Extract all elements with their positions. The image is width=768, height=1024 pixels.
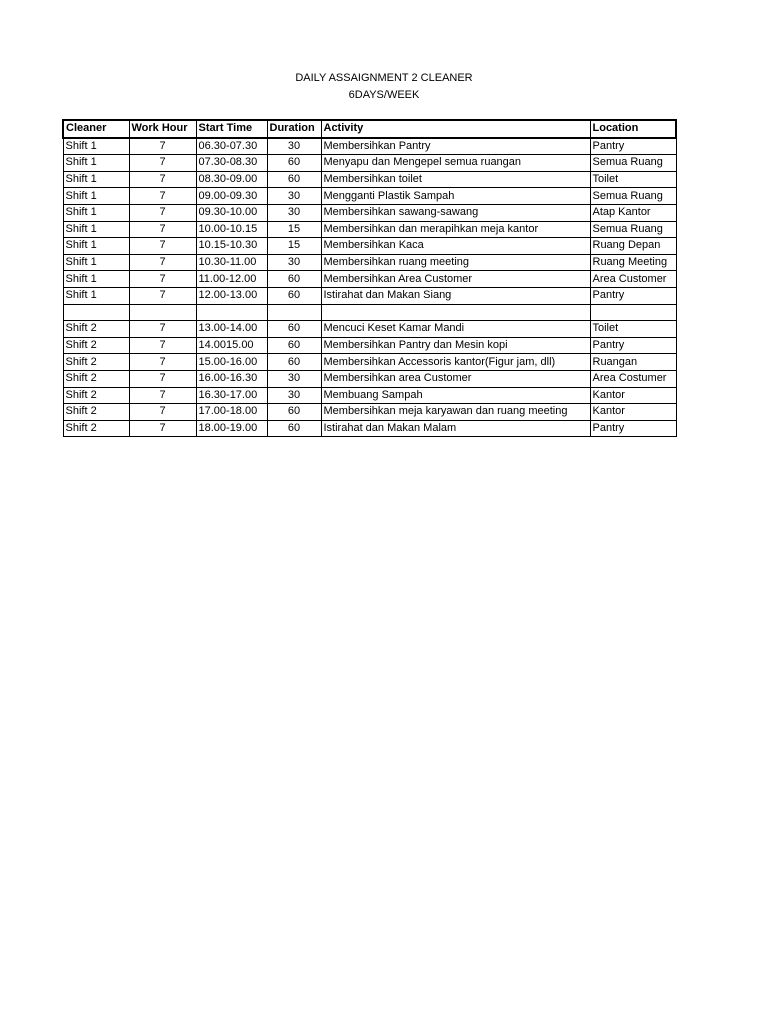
- cell-start-time: 08.30-09.00: [196, 171, 267, 188]
- cell-start-time: 10.30-11.00: [196, 254, 267, 271]
- header-start-time: Start Time: [196, 120, 267, 138]
- cell-start-time: 06.30-07.30: [196, 138, 267, 155]
- table-row: [63, 370, 676, 387]
- cell-duration: 60: [267, 337, 321, 354]
- cell-duration: 60: [267, 155, 321, 172]
- cell-activity: Istirahat dan Makan Malam: [321, 420, 590, 437]
- cell-cleaner: Shift 2: [63, 337, 129, 354]
- cell-start-time: 18.00-19.00: [196, 420, 267, 437]
- cell-duration: 60: [267, 404, 321, 421]
- cell-work-hour: 7: [129, 354, 196, 371]
- cell-duration: 30: [267, 204, 321, 221]
- cell-work-hour: 7: [129, 387, 196, 404]
- cell-cleaner: Shift 1: [63, 171, 129, 188]
- cell-work-hour: 7: [129, 321, 196, 338]
- document-subtitle: 6DAYS/WEEK: [348, 89, 420, 101]
- header-activity: Activity: [321, 120, 590, 138]
- table-header-row: [63, 120, 676, 138]
- cell-duration: 30: [267, 188, 321, 205]
- cell-activity: Membersihkan area Customer: [321, 370, 590, 387]
- cell-duration: 60: [267, 287, 321, 304]
- cell-activity: Membersihkan Kaca: [321, 238, 590, 255]
- cell-cleaner: Shift 1: [63, 271, 129, 288]
- cell-cleaner: Shift 1: [63, 138, 129, 155]
- cell-start-time: 10.15-10.30: [196, 238, 267, 255]
- cell-start-time: 12.00-13.00: [196, 287, 267, 304]
- cell-activity: Membuang Sampah: [321, 387, 590, 404]
- cell-activity: Membersihkan Pantry: [321, 138, 590, 155]
- cell-work-hour: 7: [129, 271, 196, 288]
- cell-cleaner: Shift 2: [63, 387, 129, 404]
- cell-work-hour: 7: [129, 204, 196, 221]
- cell-location: Kantor: [590, 404, 676, 421]
- cell-start-time: 16.30-17.00: [196, 387, 267, 404]
- cell-work-hour: 7: [129, 171, 196, 188]
- table-row: [63, 204, 676, 221]
- cell-duration: 30: [267, 254, 321, 271]
- cell-start-time: 10.00-10.15: [196, 221, 267, 238]
- cell-duration: 30: [267, 138, 321, 155]
- cell-cleaner: Shift 1: [63, 287, 129, 304]
- table-row: [63, 404, 676, 421]
- cell-location: Atap Kantor: [590, 204, 676, 221]
- header-duration: Duration: [267, 120, 321, 138]
- cell-duration: 30: [267, 370, 321, 387]
- cell-cleaner: Shift 1: [63, 204, 129, 221]
- table-row: [63, 238, 676, 255]
- cell-location: Kantor: [590, 387, 676, 404]
- table-row: [63, 271, 676, 288]
- table-body: [63, 138, 676, 437]
- cell-activity: Membersihkan Accessoris kantor(Figur jam, dll): [321, 354, 590, 371]
- cell-work-hour: 7: [129, 221, 196, 238]
- cell-activity: Menyapu dan Mengepel semua ruangan: [321, 155, 590, 172]
- cell-location: Pantry: [590, 337, 676, 354]
- cell-start-time: 09.30-10.00: [196, 204, 267, 221]
- table-row: [63, 188, 676, 205]
- cell-cleaner: Shift 1: [63, 155, 129, 172]
- cell-work-hour: 7: [129, 420, 196, 437]
- table-row: [63, 287, 676, 304]
- cell-start-time: 14.0015.00: [196, 337, 267, 354]
- cell-cleaner: Shift 2: [63, 404, 129, 421]
- cell-duration: 60: [267, 420, 321, 437]
- cell-location: Toilet: [590, 321, 676, 338]
- cell-work-hour: 7: [129, 254, 196, 271]
- cell-work-hour: 7: [129, 287, 196, 304]
- cell-duration: 60: [267, 321, 321, 338]
- cell-activity: Mengganti Plastik Sampah: [321, 188, 590, 205]
- cell-start-time: 13.00-14.00: [196, 321, 267, 338]
- cell-duration: [267, 304, 321, 321]
- cell-duration: 60: [267, 271, 321, 288]
- cell-activity: Membersihkan Pantry dan Mesin kopi: [321, 337, 590, 354]
- cell-duration: 15: [267, 221, 321, 238]
- cell-location: Ruangan: [590, 354, 676, 371]
- cell-cleaner: Shift 1: [63, 221, 129, 238]
- cell-location: Semua Ruang: [590, 155, 676, 172]
- cell-activity: Membersihkan meja karyawan dan ruang meeting: [321, 404, 590, 421]
- cell-location: Toilet: [590, 171, 676, 188]
- cell-start-time: 15.00-16.00: [196, 354, 267, 371]
- cell-location: [590, 304, 676, 321]
- cell-location: Ruang Depan: [590, 238, 676, 255]
- cell-cleaner: Shift 1: [63, 238, 129, 255]
- table-row: [63, 304, 676, 321]
- cell-work-hour: 7: [129, 155, 196, 172]
- cell-start-time: [196, 304, 267, 321]
- cell-cleaner: Shift 2: [63, 321, 129, 338]
- cell-start-time: 16.00-16.30: [196, 370, 267, 387]
- table-row: [63, 221, 676, 238]
- cell-duration: 30: [267, 387, 321, 404]
- cell-work-hour: [129, 304, 196, 321]
- table-row: [63, 171, 676, 188]
- cell-work-hour: 7: [129, 370, 196, 387]
- table-row: [63, 420, 676, 437]
- cell-cleaner: Shift 1: [63, 254, 129, 271]
- table-row: [63, 354, 676, 371]
- table-row: [63, 321, 676, 338]
- cell-activity: Membersihkan ruang meeting: [321, 254, 590, 271]
- cell-start-time: 07.30-08.30: [196, 155, 267, 172]
- document-title-block: [0, 70, 768, 104]
- cell-work-hour: 7: [129, 138, 196, 155]
- schedule-table: [62, 119, 677, 437]
- header-cleaner: Cleaner: [63, 120, 129, 138]
- cell-location: Semua Ruang: [590, 221, 676, 238]
- cell-cleaner: Shift 2: [63, 354, 129, 371]
- document-title: DAILY ASSAIGNMENT 2 CLEANER: [295, 72, 473, 84]
- cell-work-hour: 7: [129, 238, 196, 255]
- cell-cleaner: Shift 1: [63, 188, 129, 205]
- cell-activity: Membersihkan sawang-sawang: [321, 204, 590, 221]
- cell-activity: Istirahat dan Makan Siang: [321, 287, 590, 304]
- cell-duration: 60: [267, 354, 321, 371]
- cell-work-hour: 7: [129, 404, 196, 421]
- table-row: [63, 254, 676, 271]
- cell-work-hour: 7: [129, 337, 196, 354]
- table-row: [63, 387, 676, 404]
- cell-activity: Membersihkan toilet: [321, 171, 590, 188]
- cell-location: Pantry: [590, 287, 676, 304]
- header-work-hour: Work Hour: [129, 120, 196, 138]
- cell-activity: Mencuci Keset Kamar Mandi: [321, 321, 590, 338]
- cell-location: Semua Ruang: [590, 188, 676, 205]
- cell-location: Pantry: [590, 420, 676, 437]
- cell-start-time: 09.00-09.30: [196, 188, 267, 205]
- cell-cleaner: Shift 2: [63, 370, 129, 387]
- cell-activity: Membersihkan dan merapihkan meja kantor: [321, 221, 590, 238]
- cell-start-time: 17.00-18.00: [196, 404, 267, 421]
- cell-activity: [321, 304, 590, 321]
- cell-work-hour: 7: [129, 188, 196, 205]
- cell-activity: Membersihkan Area Customer: [321, 271, 590, 288]
- cell-start-time: 11.00-12.00: [196, 271, 267, 288]
- cell-location: Area Customer: [590, 271, 676, 288]
- table-row: [63, 337, 676, 354]
- header-location: Location: [590, 120, 676, 138]
- table-row: [63, 138, 676, 155]
- table-row: [63, 155, 676, 172]
- cell-cleaner: Shift 2: [63, 420, 129, 437]
- cell-duration: 60: [267, 171, 321, 188]
- cell-location: Pantry: [590, 138, 676, 155]
- cell-cleaner: [63, 304, 129, 321]
- cell-location: Area Costumer: [590, 370, 676, 387]
- cell-location: Ruang Meeting: [590, 254, 676, 271]
- cell-duration: 15: [267, 238, 321, 255]
